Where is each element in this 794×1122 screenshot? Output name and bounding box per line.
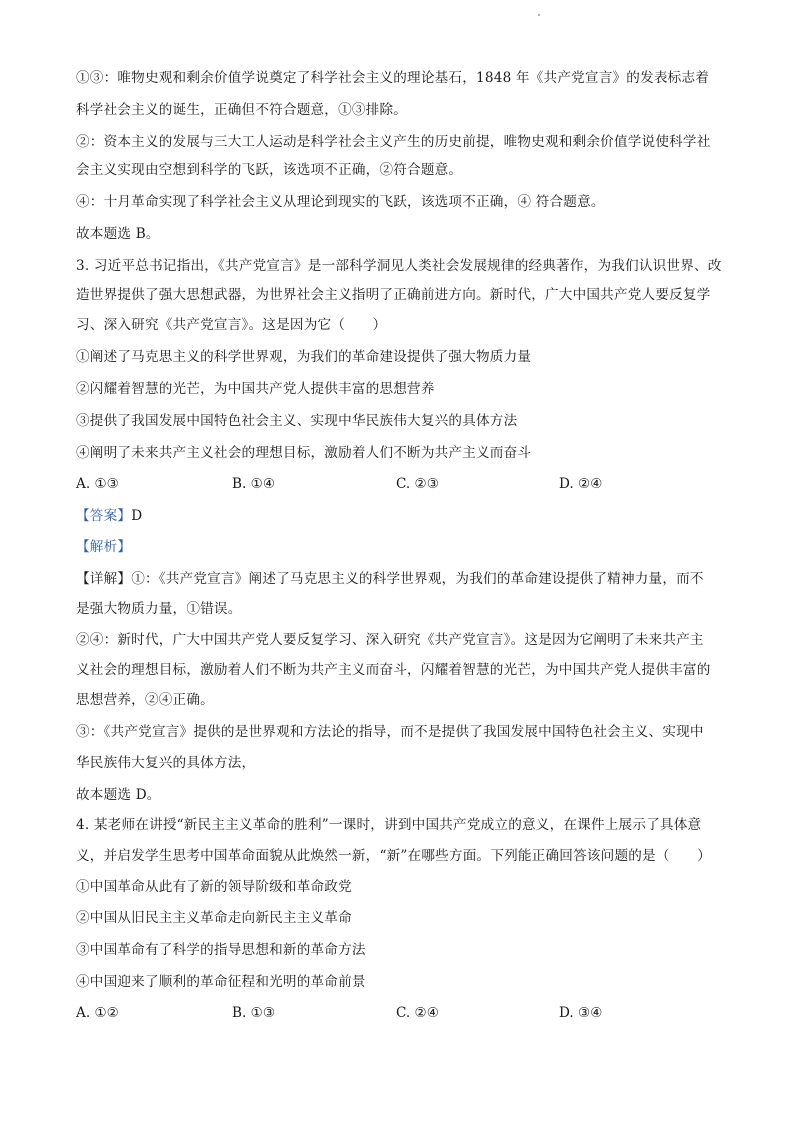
question-item: ③提供了我国发展中国特色社会主义、实现中华民族伟大复兴的具体方法 [76, 413, 518, 429]
conclusion-line: 故本题选 B。 [76, 226, 160, 242]
analysis-line: ④：十月革命实现了科学社会主义从理论到现实的飞跃，该选项不正确，④ 符合题意。 [76, 194, 605, 210]
question-stem: 造世界提供了强大思想武器，为世界社会主义指明了正确前进方向。新时代，广大中国共产党人要反复学 [76, 287, 711, 303]
analysis-heading [76, 537, 726, 557]
question-stem: 4. 某老师在讲授“新民主主义革命的胜利”一课时，讲到中国共产党成立的意义，在课件上展示了具体意 [76, 817, 702, 833]
option-c: C. ②③ [396, 476, 439, 492]
answer-line [76, 506, 726, 526]
detail-line: ②④：新时代，广大中国共产党人要反复学习、深入研究《共产党宣言》。这是因为它阐明了未来共产主 [76, 632, 704, 648]
option-b: B. ①④ [232, 476, 276, 492]
question-item: ④阐明了未来共产主义社会的理想目标，激励着人们不断为共产主义而奋斗 [76, 445, 532, 461]
question-item: ①阐述了马克思主义的科学世界观，为我们的革命建设提供了强大物质力量 [76, 349, 532, 365]
detail-line: 思想营养，②④正确。 [76, 692, 214, 708]
detail-line: ③：《共产党宣言》提供的是世界观和方法论的指导，而不是提供了我国发展中国特色社会主义、实现中 [76, 724, 704, 740]
option-c: C. ②④ [396, 1005, 439, 1021]
answer-tag: 【答案】 [76, 508, 132, 524]
answer-value: D [131, 508, 143, 524]
question-item: ②中国从旧民主主义革命走向新民主主义革命 [76, 910, 352, 926]
analysis-tag: 【解析】 [76, 539, 132, 555]
analysis-line: ②：资本主义的发展与三大工人运动是科学社会主义产生的历史前提，唯物史观和剩余价值学说使科学社 [76, 134, 711, 150]
question-item: ④中国迎来了顺利的革命征程和光明的革命前景 [76, 974, 366, 990]
question-stem: 习、深入研究《共产党宣言》。这是因为它（ ） [76, 317, 387, 333]
detail-line: 是强大物质力量，①错误。 [76, 601, 242, 617]
conclusion-line: 故本题选 D。 [76, 787, 161, 803]
question-item: ②闪耀着智慧的光芒，为中国共产党人提供丰富的思想营养 [76, 381, 435, 397]
detail-line: 华民族伟大复兴的具体方法， [76, 755, 256, 771]
detail-line [76, 569, 726, 589]
detail-line: 义社会的理想目标，激励着人们不断为共产主义而奋斗，闪耀着智慧的光芒，为中国共产党人提供丰富的 [76, 662, 711, 678]
question-item: ①中国革命从此有了新的领导阶级和革命政党 [76, 879, 352, 895]
detail-text: ①：《共产党宣言》阐述了马克思主义的科学世界观，为我们的革命建设提供了精神力量，而不 [131, 571, 704, 587]
option-d: D. ②④ [559, 476, 603, 492]
analysis-line: ①③：唯物史观和剩余价值学说奠定了科学社会主义的理论基石，1848 年《共产党宣言》的发表标志着 [76, 70, 710, 86]
analysis-line: 会主义实现由空想到科学的飞跃，该选项不正确，②符合题意。 [76, 162, 463, 178]
option-d: D. ③④ [559, 1005, 603, 1021]
scan-speck [538, 14, 540, 16]
detail-tag: 【详解】 [76, 571, 132, 587]
question-item: ③中国革命有了科学的指导思想和新的革命方法 [76, 942, 366, 958]
question-stem: 义，并启发学生思考中国革命面貌从此焕然一新，“新”在哪些方面。下列能正确回答该问题的是（ ） [76, 848, 712, 864]
option-b: B. ①③ [232, 1005, 276, 1021]
option-a: A. ①② [76, 1005, 119, 1021]
question-stem: 3. 习近平总书记指出，《共产党宣言》是一部科学洞见人类社会发展规律的经典著作，为我们认识世界、改 [76, 258, 722, 274]
option-a: A. ①③ [76, 476, 119, 492]
analysis-line: 科学社会主义的诞生，正确但不符合题意，①③排除。 [76, 102, 408, 118]
